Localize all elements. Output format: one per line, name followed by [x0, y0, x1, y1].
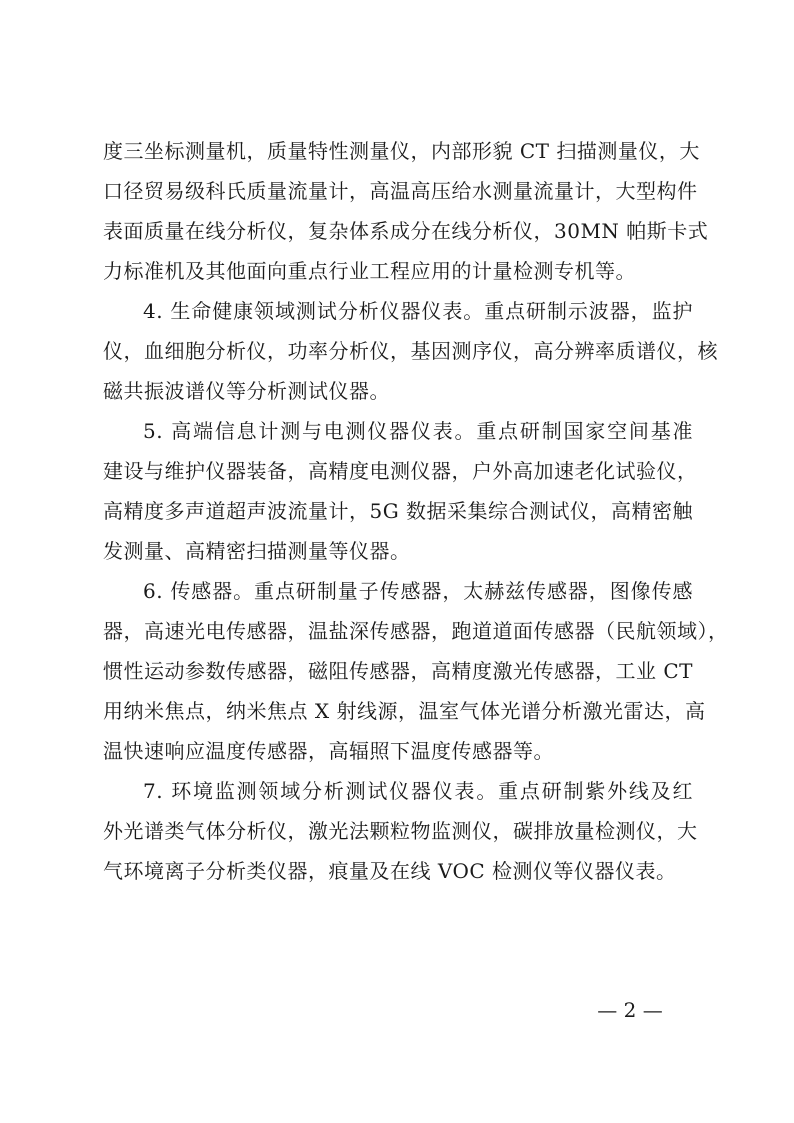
section-5-heading-line: 5. 高端信息计测与电测仪器仪表。重点研制国家空间基准: [143, 419, 693, 443]
section-7-heading-line: 7. 环境监测领域分析测试仪器仪表。重点研制紫外线及红: [143, 779, 693, 803]
text-line: 磁共振波谱仪等分析测试仪器。: [103, 379, 390, 403]
text-line: 发测量、高精密扫描测量等仪器。: [103, 539, 411, 563]
text-line: 建设与维护仪器装备，高精度电测仪器，户外高加速老化试验仪，: [103, 459, 698, 483]
section-4-heading-line: 4. 生命健康领域测试分析仪器仪表。重点研制示波器，监护: [143, 299, 693, 323]
text-line: 温快速响应温度传感器，高辐照下温度传感器等。: [103, 739, 554, 763]
section-6-heading-line: 6. 传感器。重点研制量子传感器，太赫兹传感器，图像传感: [143, 579, 693, 603]
text-line: 惯性运动参数传感器，磁阻传感器，高精度激光传感器，工业 CT: [103, 659, 693, 683]
page-number: — 2 —: [597, 998, 663, 1022]
text-line: 器，高速光电传感器，温盐深传感器，跑道道面传感器（民航领域），: [103, 619, 729, 643]
text-line: 口径贸易级科氏质量流量计，高温高压给水测量流量计，大型构件: [103, 179, 698, 203]
text-line: 用纳米焦点，纳米焦点 X 射线源，温室气体光谱分析激光雷达，高: [103, 699, 706, 723]
text-line: 气环境离子分析类仪器，痕量及在线 VOC 检测仪等仪器仪表。: [103, 859, 677, 883]
text-line: 外光谱类气体分析仪，激光法颗粒物监测仪，碳排放量检测仪，大: [103, 819, 698, 843]
text-line: 仪，血细胞分析仪，功率分析仪，基因测序仪，高分辨率质谱仪，核: [103, 339, 718, 363]
text-line: 度三坐标测量机，质量特性测量仪，内部形貌 CT 扫描测量仪，大: [103, 139, 700, 163]
text-line: 高精度多声道超声波流量计，5G 数据采集综合测试仪，高精密触: [103, 499, 694, 523]
text-line: 力标准机及其他面向重点行业工程应用的计量检测专机等。: [103, 259, 636, 283]
text-line: 表面质量在线分析仪，复杂体系成分在线分析仪，30MN 帕斯卡式: [103, 219, 709, 243]
